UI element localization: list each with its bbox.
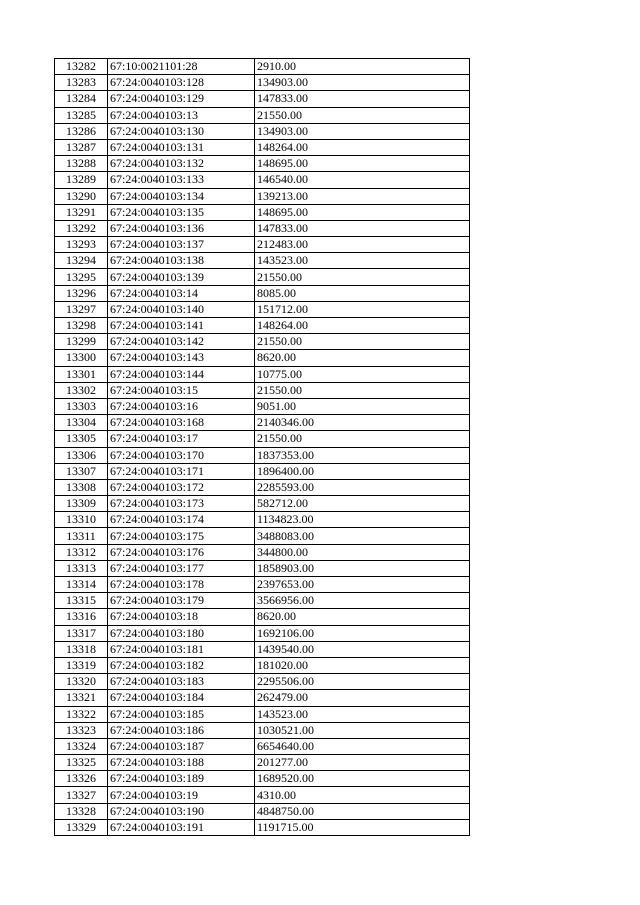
cadastral-number-cell: 67:24:0040103:141 [108,318,255,334]
table-row [55,107,470,123]
cadastral-number-cell: 67:24:0040103:175 [108,528,255,544]
row-number-cell: 13318 [55,641,108,657]
row-number-cell: 13309 [55,496,108,512]
cadastral-value-cell: 148264.00 [255,139,470,155]
table-row [55,334,470,350]
row-number-cell: 13314 [55,577,108,593]
cadastral-number-cell: 67:24:0040103:172 [108,479,255,495]
cadastral-number-cell: 67:24:0040103:190 [108,803,255,819]
row-number-cell: 13325 [55,755,108,771]
table-row [55,463,470,479]
table-row [55,366,470,382]
cadastral-value-cell: 139213.00 [255,188,470,204]
table-row [55,253,470,269]
row-number-cell: 13295 [55,269,108,285]
row-number-cell: 13329 [55,819,108,835]
table-row [55,139,470,155]
cadastral-value-cell: 2397653.00 [255,577,470,593]
table-row [55,382,470,398]
cadastral-value-cell: 201277.00 [255,755,470,771]
table-row [55,609,470,625]
cadastral-number-cell: 67:24:0040103:180 [108,625,255,641]
table-body [55,59,470,836]
cadastral-number-cell: 67:24:0040103:136 [108,220,255,236]
row-number-cell: 13305 [55,431,108,447]
cadastral-number-cell: 67:24:0040103:177 [108,560,255,576]
row-number-cell: 13288 [55,156,108,172]
cadastral-value-cell: 2910.00 [255,59,470,75]
row-number-cell: 13287 [55,139,108,155]
cadastral-number-cell: 67:24:0040103:182 [108,657,255,673]
table-row [55,496,470,512]
table-row [55,755,470,771]
cadastral-number-cell: 67:24:0040103:19 [108,787,255,803]
table-row [55,285,470,301]
cadastral-number-cell: 67:24:0040103:133 [108,172,255,188]
row-number-cell: 13323 [55,722,108,738]
row-number-cell: 13302 [55,382,108,398]
cadastral-value-cell: 146540.00 [255,172,470,188]
cadastral-value-cell: 147833.00 [255,220,470,236]
cadastral-number-cell: 67:24:0040103:142 [108,334,255,350]
row-number-cell: 13328 [55,803,108,819]
table-row [55,188,470,204]
table-row [55,544,470,560]
table-row [55,560,470,576]
cadastral-value-cell: 148264.00 [255,318,470,334]
table-row [55,625,470,641]
cadastral-number-cell: 67:24:0040103:134 [108,188,255,204]
table-row [55,787,470,803]
table-row [55,156,470,172]
table-row [55,641,470,657]
cadastral-number-cell: 67:24:0040103:14 [108,285,255,301]
table-row [55,577,470,593]
cadastral-value-table [54,58,470,836]
row-number-cell: 13300 [55,350,108,366]
table-row [55,237,470,253]
cadastral-value-cell: 1692106.00 [255,625,470,641]
cadastral-number-cell: 67:24:0040103:173 [108,496,255,512]
cadastral-value-cell: 148695.00 [255,204,470,220]
cadastral-value-cell: 151712.00 [255,301,470,317]
cadastral-value-cell: 1837353.00 [255,447,470,463]
cadastral-value-cell: 6654640.00 [255,738,470,754]
table-row [55,59,470,75]
row-number-cell: 13284 [55,91,108,107]
cadastral-value-cell: 1689520.00 [255,771,470,787]
table-row [55,269,470,285]
table-row [55,220,470,236]
table-row [55,75,470,91]
cadastral-number-cell: 67:24:0040103:170 [108,447,255,463]
cadastral-value-cell: 181020.00 [255,657,470,673]
row-number-cell: 13308 [55,479,108,495]
table-row [55,398,470,414]
cadastral-number-cell: 67:24:0040103:191 [108,819,255,835]
cadastral-value-cell: 147833.00 [255,91,470,107]
cadastral-number-cell: 67:24:0040103:140 [108,301,255,317]
table-row [55,431,470,447]
row-number-cell: 13322 [55,706,108,722]
cadastral-number-cell: 67:24:0040103:138 [108,253,255,269]
row-number-cell: 13282 [55,59,108,75]
cadastral-value-cell: 4310.00 [255,787,470,803]
row-number-cell: 13298 [55,318,108,334]
row-number-cell: 13324 [55,738,108,754]
table-row [55,447,470,463]
cadastral-number-cell: 67:24:0040103:144 [108,366,255,382]
cadastral-number-cell: 67:24:0040103:183 [108,674,255,690]
row-number-cell: 13315 [55,593,108,609]
row-number-cell: 13303 [55,398,108,414]
table-row [55,479,470,495]
cadastral-number-cell: 67:24:0040103:131 [108,139,255,155]
cadastral-number-cell: 67:24:0040103:16 [108,398,255,414]
cadastral-value-cell: 1030521.00 [255,722,470,738]
cadastral-value-cell: 148695.00 [255,156,470,172]
row-number-cell: 13312 [55,544,108,560]
row-number-cell: 13285 [55,107,108,123]
cadastral-value-cell: 582712.00 [255,496,470,512]
row-number-cell: 13321 [55,690,108,706]
cadastral-number-cell: 67:24:0040103:171 [108,463,255,479]
cadastral-value-cell: 262479.00 [255,690,470,706]
cadastral-number-cell: 67:24:0040103:18 [108,609,255,625]
cadastral-value-cell: 134903.00 [255,75,470,91]
row-number-cell: 13320 [55,674,108,690]
row-number-cell: 13290 [55,188,108,204]
cadastral-number-cell: 67:24:0040103:137 [108,237,255,253]
row-number-cell: 13317 [55,625,108,641]
table-row [55,415,470,431]
row-number-cell: 13319 [55,657,108,673]
table-row [55,593,470,609]
table-row [55,528,470,544]
table-row [55,172,470,188]
table-row [55,657,470,673]
cadastral-number-cell: 67:24:0040103:135 [108,204,255,220]
cadastral-value-cell: 1134823.00 [255,512,470,528]
row-number-cell: 13289 [55,172,108,188]
cadastral-value-cell: 143523.00 [255,706,470,722]
row-number-cell: 13286 [55,123,108,139]
cadastral-value-cell: 344800.00 [255,544,470,560]
cadastral-value-cell: 4848750.00 [255,803,470,819]
cadastral-number-cell: 67:24:0040103:130 [108,123,255,139]
table-row [55,690,470,706]
cadastral-value-cell: 134903.00 [255,123,470,139]
cadastral-value-cell: 1439540.00 [255,641,470,657]
row-number-cell: 13311 [55,528,108,544]
row-number-cell: 13301 [55,366,108,382]
cadastral-number-cell: 67:24:0040103:188 [108,755,255,771]
row-number-cell: 13299 [55,334,108,350]
row-number-cell: 13310 [55,512,108,528]
row-number-cell: 13327 [55,787,108,803]
cadastral-value-cell: 3488083.00 [255,528,470,544]
table-row [55,91,470,107]
cadastral-number-cell: 67:24:0040103:15 [108,382,255,398]
table-row [55,318,470,334]
cadastral-number-cell: 67:24:0040103:129 [108,91,255,107]
row-number-cell: 13291 [55,204,108,220]
cadastral-value-cell: 8620.00 [255,609,470,625]
row-number-cell: 13313 [55,560,108,576]
cadastral-number-cell: 67:24:0040103:176 [108,544,255,560]
cadastral-number-cell: 67:24:0040103:181 [108,641,255,657]
cadastral-value-cell: 21550.00 [255,334,470,350]
cadastral-number-cell: 67:24:0040103:132 [108,156,255,172]
row-number-cell: 13292 [55,220,108,236]
row-number-cell: 13307 [55,463,108,479]
cadastral-number-cell: 67:24:0040103:184 [108,690,255,706]
cadastral-number-cell: 67:24:0040103:178 [108,577,255,593]
table-row [55,512,470,528]
cadastral-value-cell: 2140346.00 [255,415,470,431]
cadastral-number-cell: 67:24:0040103:13 [108,107,255,123]
cadastral-value-cell: 1896400.00 [255,463,470,479]
table-row [55,674,470,690]
cadastral-value-cell: 21550.00 [255,107,470,123]
table-row [55,819,470,835]
cadastral-number-cell: 67:10:0021101:28 [108,59,255,75]
cadastral-number-cell: 67:24:0040103:139 [108,269,255,285]
row-number-cell: 13316 [55,609,108,625]
table-row [55,301,470,317]
row-number-cell: 13296 [55,285,108,301]
row-number-cell: 13306 [55,447,108,463]
row-number-cell: 13297 [55,301,108,317]
row-number-cell: 13293 [55,237,108,253]
cadastral-value-cell: 3566956.00 [255,593,470,609]
cadastral-value-cell: 21550.00 [255,431,470,447]
cadastral-number-cell: 67:24:0040103:128 [108,75,255,91]
cadastral-value-cell: 10775.00 [255,366,470,382]
table-row [55,738,470,754]
cadastral-number-cell: 67:24:0040103:174 [108,512,255,528]
cadastral-value-cell: 8620.00 [255,350,470,366]
cadastral-number-cell: 67:24:0040103:187 [108,738,255,754]
cadastral-value-cell: 2295506.00 [255,674,470,690]
cadastral-number-cell: 67:24:0040103:186 [108,722,255,738]
table-row [55,803,470,819]
cadastral-value-cell: 9051.00 [255,398,470,414]
cadastral-value-cell: 21550.00 [255,382,470,398]
table-row [55,350,470,366]
table-row [55,722,470,738]
cadastral-value-cell: 2285593.00 [255,479,470,495]
cadastral-number-cell: 67:24:0040103:17 [108,431,255,447]
cadastral-number-cell: 67:24:0040103:179 [108,593,255,609]
cadastral-value-cell: 1858903.00 [255,560,470,576]
row-number-cell: 13304 [55,415,108,431]
cadastral-number-cell: 67:24:0040103:189 [108,771,255,787]
table-row [55,204,470,220]
row-number-cell: 13283 [55,75,108,91]
cadastral-number-cell: 67:24:0040103:185 [108,706,255,722]
cadastral-value-cell: 212483.00 [255,237,470,253]
cadastral-value-cell: 8085.00 [255,285,470,301]
cadastral-value-cell: 143523.00 [255,253,470,269]
cadastral-value-cell: 1191715.00 [255,819,470,835]
table-row [55,771,470,787]
table-row [55,706,470,722]
row-number-cell: 13294 [55,253,108,269]
table-row [55,123,470,139]
cadastral-value-cell: 21550.00 [255,269,470,285]
cadastral-number-cell: 67:24:0040103:143 [108,350,255,366]
cadastral-number-cell: 67:24:0040103:168 [108,415,255,431]
row-number-cell: 13326 [55,771,108,787]
